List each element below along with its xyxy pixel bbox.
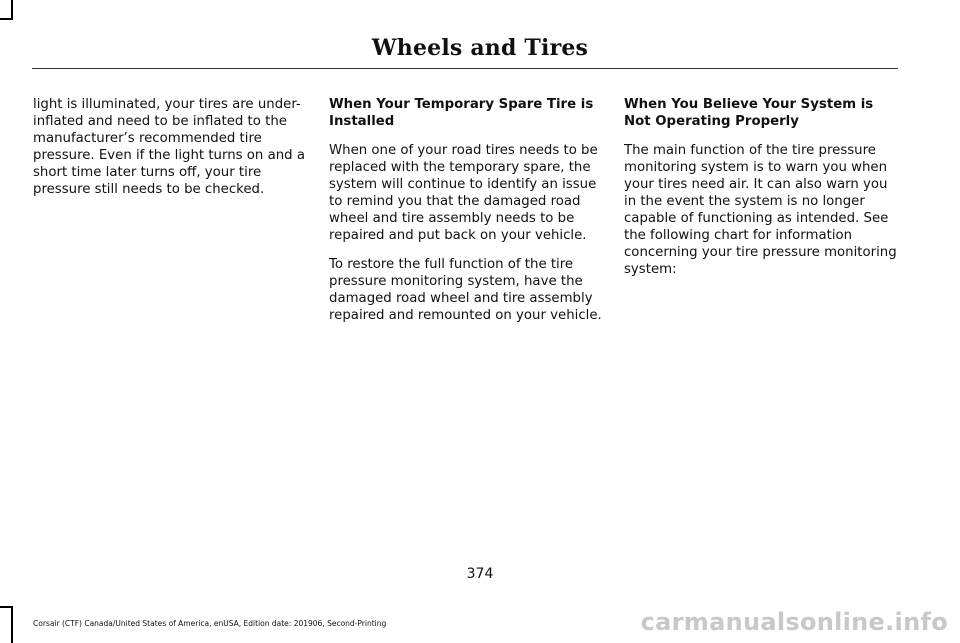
- page-number: 374: [466, 566, 494, 582]
- section-heading: When Your Temporary Spare Tire is Installed: [329, 97, 594, 129]
- crop-mark-top-left-horizontal: [0, 18, 13, 20]
- text-column-3: [624, 96, 900, 290]
- paragraph: The main function of the tire pressure monitoring system is to warn you when your tires need air. It can also warn you in the event the system is no longer capable of functioning as intended. See the following chart for information concerning your tire pressure monitoring system:: [624, 143, 897, 277]
- crop-mark-top-left-vertical: [11, 0, 13, 20]
- text-column-2: [329, 96, 605, 336]
- section-heading: When You Believe Your System is Not Operating Properly: [624, 97, 874, 129]
- watermark-logo: carmanualsonline.info: [640, 608, 948, 636]
- paragraph: When one of your road tires needs to be replaced with the temporary spare, the system will continue to identify an issue to remind you that the damaged road wheel and tire assembly needs to be repaired and put back on your vehicle.: [329, 143, 598, 243]
- crop-mark-bottom-left-vertical: [11, 606, 13, 643]
- edition-footer: Corsair (CTF) Canada/United States of America, enUSA, Edition date: 201906, Second-Printing: [33, 619, 387, 628]
- paragraph: light is illuminated, your tires are under-inflated and need to be inflated to the manufacturer’s recommended tire pressure. Even if the light turns on and a short time later turns off, your tire pressure still needs to be checked.: [33, 97, 305, 197]
- header-divider: [32, 68, 898, 69]
- paragraph: To restore the full function of the tire pressure monitoring system, have the damaged road wheel and tire assembly repaired and remounted on your vehicle.: [329, 257, 602, 323]
- text-column-1: [33, 96, 305, 210]
- crop-mark-bottom-left-horizontal: [0, 606, 13, 608]
- page-title: Wheels and Tires: [371, 35, 589, 61]
